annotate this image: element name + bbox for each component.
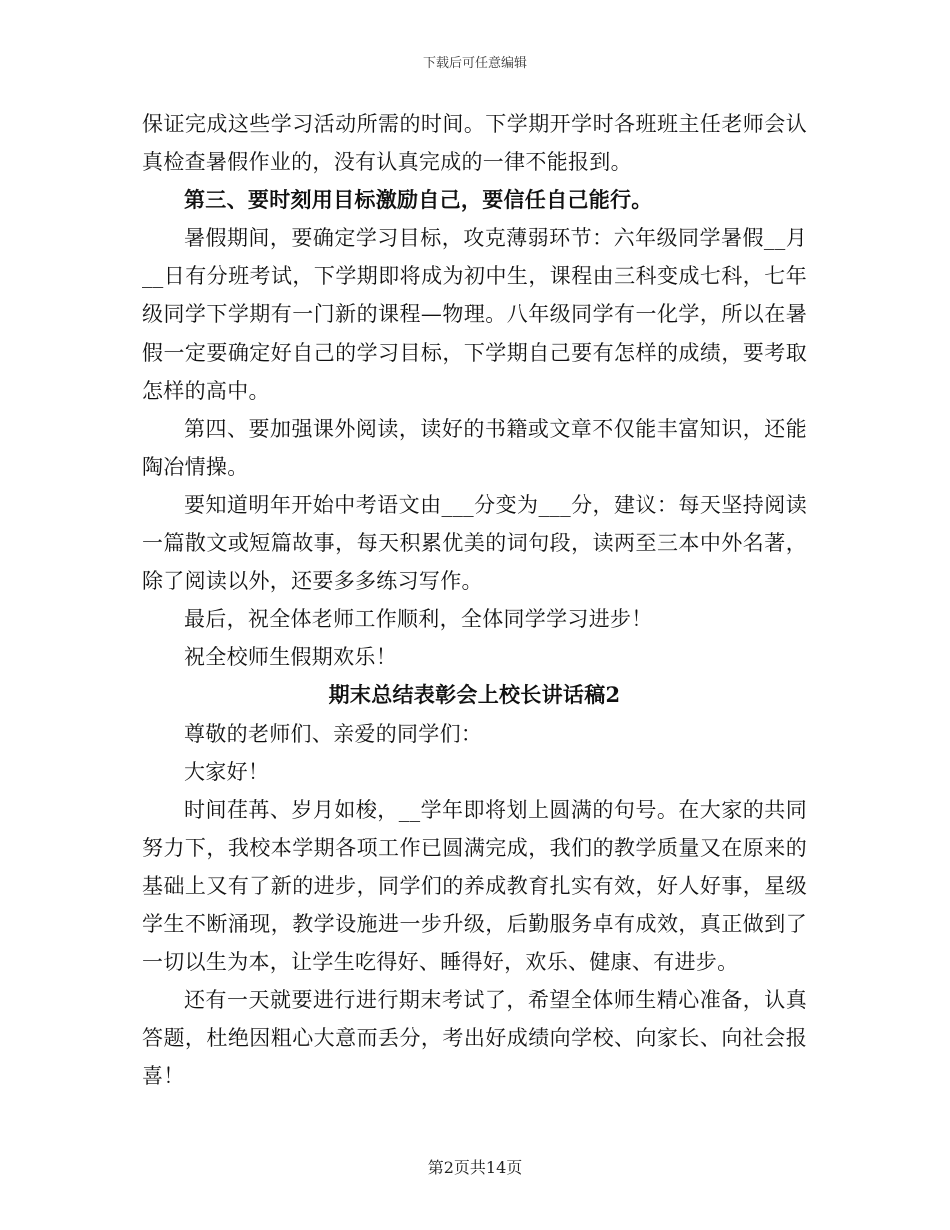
document-body: [142, 105, 807, 1095]
paragraph-reading-advice: 要知道明年开始中考语文由___分变为___分，建议：每天坚持阅读一篇散文或短篇故事，每天积累优美的词句段，读两至三本中外名著，除了阅读以外，还要多多练习写作。: [142, 492, 807, 594]
paragraph-summer-goals: 暑假期间，要确定学习目标，攻克薄弱环节：六年级同学暑假__月__日有分班考试，下学期即将成为初中生，课程由三科变成七科，七年级同学下学期有一门新的课程—物理。八年级同学有一化学，所以在暑假一定要确定好自己的学习目标，下学期自己要有怎样的成绩，要考取怎样的高中。: [142, 226, 807, 403]
paragraph-continuation: 保证完成这些学习活动所需的时间。下学期开学时各班班主任老师会认真检查暑假作业的，没有认真完成的一律不能报到。: [142, 112, 807, 175]
paragraph-holiday-wish: 祝全校师生假期欢乐！: [184, 645, 397, 670]
paragraph-closing-wish: 最后，祝全体老师工作顺利，全体同学学习进步！: [184, 607, 653, 632]
paragraph-section-four: 第四、要加强课外阅读，读好的书籍或文章不仅能丰富知识，还能陶冶情操。: [142, 416, 807, 479]
paragraph-semester-review: 时间荏苒、岁月如梭，__学年即将划上圆满的句号。在大家的共同努力下，我校本学期各项工作已圆满完成，我们的教学质量又在原来的基础上又有了新的进步，同学们的养成教育扎实有效，好人好事，星级学生不断涌现，教学设施进一步升级，后勤服务卓有成效，真正做到了一切以生为本，让学生吃得好、睡得好，欢乐、健康、有进步。: [142, 797, 807, 975]
page-header: 下载后可任意编辑: [422, 56, 527, 71]
paragraph-exam-notice: 还有一天就要进行进行期末考试了，希望全体师生精心准备，认真答题，杜绝因粗心大意而丢分，考出好成绩向学校、向家长、向社会报喜！: [142, 988, 807, 1089]
speech-title: 期末总结表彰会上校长讲话稿2: [328, 682, 621, 708]
salutation: 尊敬的老师们、亲爱的同学们：: [184, 721, 483, 746]
greeting: 大家好！: [184, 759, 270, 784]
section-heading-three: 第三、要时刻用目标激励自己，要信任自己能行。: [184, 187, 653, 213]
page-footer: 第2页共14页: [427, 1158, 523, 1177]
